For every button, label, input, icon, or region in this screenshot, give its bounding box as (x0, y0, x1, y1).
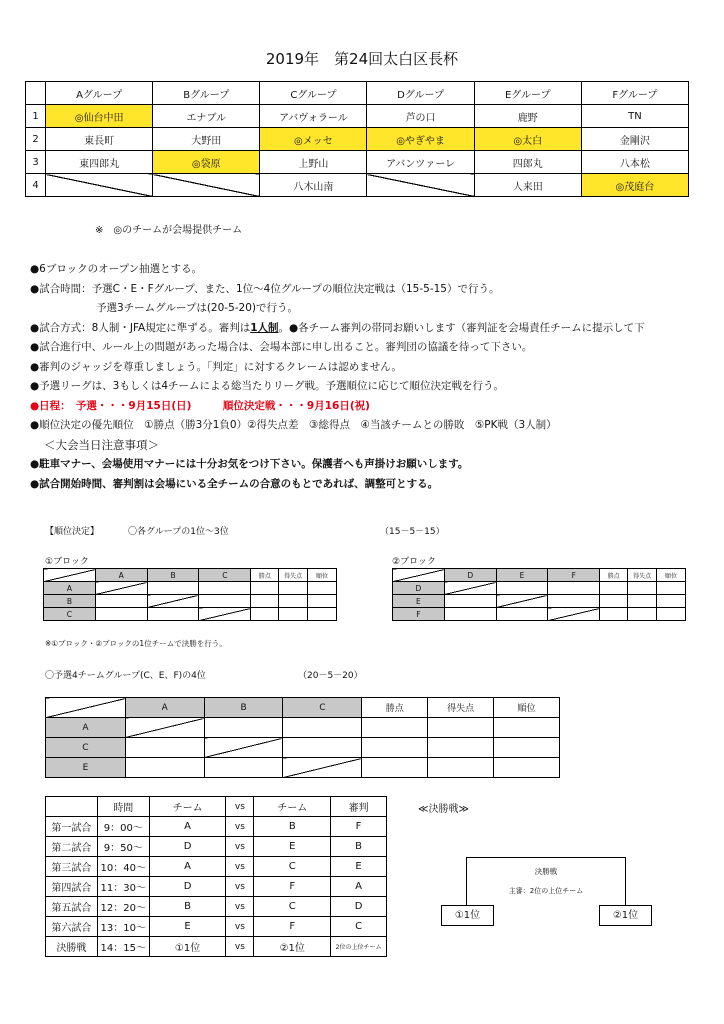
team-a: D (149, 877, 226, 897)
team-b: F (254, 917, 331, 937)
team-cell: 四郎丸 (474, 151, 581, 174)
team-cell: ◎袋原 (153, 151, 260, 174)
schedule-header: 時間 (97, 797, 149, 817)
referee: B (331, 837, 387, 857)
stat-cell (657, 595, 686, 608)
bracket-top-line (466, 857, 626, 858)
referee: C (331, 917, 387, 937)
bracket-right-line (625, 857, 626, 905)
stat-cell (362, 738, 428, 758)
group-header-cell: Eグループ (474, 82, 581, 105)
vs-label: vs (226, 837, 254, 857)
col-header: F (548, 569, 600, 582)
stat-cell (362, 758, 428, 778)
team-a: E (149, 917, 226, 937)
stat-cell (279, 595, 308, 608)
stat-cell (600, 582, 628, 595)
stat-cell (308, 608, 337, 621)
match-label: 決勝戦 (46, 937, 98, 957)
stat-cell (494, 738, 560, 758)
stat-cell (308, 582, 337, 595)
block2-table (392, 568, 686, 621)
result-cell (199, 582, 251, 595)
schedule-row (46, 837, 387, 857)
rule-line: ●予選リーグは、3もしくは4チームによる総当たりリーグ戦。予選順位に応じて順位決定戦を行う。 (30, 380, 505, 392)
match-time: 14：15～ (97, 937, 149, 957)
team-b: F (254, 877, 331, 897)
result-cell (125, 738, 204, 758)
ranking-desc: 〇各グループの1位～3位 (128, 527, 229, 537)
team-cell: 八本松 (581, 151, 688, 174)
stat-header: 順位 (308, 569, 337, 582)
row-header: A (44, 582, 96, 595)
result-cell (147, 608, 199, 621)
col-header: C (283, 698, 362, 718)
rules-list (30, 260, 720, 494)
group4-format: （20－5－20） (298, 671, 363, 681)
row-header: F (393, 608, 445, 621)
col-header: A (95, 569, 147, 582)
schedule-body (46, 817, 387, 957)
stat-cell (279, 608, 308, 621)
match-label: 第六試合 (46, 917, 98, 937)
self-cell (283, 758, 362, 778)
schedule-row (46, 817, 387, 837)
result-cell (125, 758, 204, 778)
team-b: C (254, 857, 331, 877)
col-header: A (125, 698, 204, 718)
final-heading: ≪決勝戦≫ (418, 804, 469, 815)
vs-label: vs (226, 877, 254, 897)
stat-cell (628, 595, 657, 608)
row-number: 3 (26, 151, 46, 174)
vs-label: vs (226, 917, 254, 937)
referee: F (331, 817, 387, 837)
row-header: E (46, 758, 126, 778)
referee: D (331, 897, 387, 917)
self-cell (147, 595, 199, 608)
final-referee: 主審：2位の上位チーム (508, 887, 584, 895)
col-header: E (496, 569, 548, 582)
team-a: A (149, 817, 226, 837)
stat-header: 勝点 (362, 698, 428, 718)
row-header: C (46, 738, 126, 758)
row-header: E (393, 595, 445, 608)
schedule-header: チーム (149, 797, 226, 817)
group-row (26, 128, 689, 151)
block-note: ※①ブロック・②ブロックの1位チームで決勝を行う。 (45, 639, 227, 648)
corner-cell (44, 569, 96, 582)
team-cell: 人来田 (474, 174, 581, 197)
final-title: 決勝戦 (534, 867, 558, 876)
empty-slot (367, 174, 474, 197)
schedule-dates: ●日程： 予選・・・9月15日(日) 順位決定戦・・・9月16日(祝) (30, 399, 370, 412)
rule-line: ●試合開始時間、審判割は会場にいる全チームの合意のもとであれば、調整可とする。 (30, 477, 439, 490)
rule-line: ●順位決定の優先順位 ①勝点（勝3分1負0）②得失点差 ③総得点 ④当該チームとの勝敗 ⑤PK戦（3人制） (30, 419, 557, 431)
stat-cell (428, 758, 494, 778)
team-a: B (149, 897, 226, 917)
rule-line: ●試合進行中、ルール上の問題があった場合は、会場本部に申し出ること。審判団の協議を待って下さい。 (30, 341, 533, 353)
final-right-team: ②1位 (599, 905, 652, 926)
rule-line: ●駐車マナー、会場使用マナーには十分お気をつけ下さい。保護者へも声掛けお願いします。 (30, 458, 469, 470)
schedule-header: vs (226, 797, 254, 817)
schedule-row (46, 917, 387, 937)
team-b: C (254, 897, 331, 917)
schedule-header (46, 797, 98, 817)
rule-line: ●試合時間：予選C・E・Fグループ、また、1位～4位グループの順位決定戦は（15-5-15）で行う。 (30, 282, 500, 295)
group-header-row (26, 82, 689, 105)
stat-cell (494, 718, 560, 738)
vs-label: vs (226, 937, 254, 957)
row-number: 2 (26, 128, 46, 151)
ranking-heading: 【順位決定】 (45, 527, 100, 537)
empty-slot (46, 174, 153, 197)
schedule-row (46, 937, 387, 957)
rule-line: 予選3チームグループは(20-5-20)で行う。 (96, 302, 299, 314)
schedule-header: 審判 (331, 797, 387, 817)
row-header: B (44, 595, 96, 608)
match-time: 10：40～ (97, 857, 149, 877)
group-row (26, 105, 689, 128)
self-cell (548, 608, 600, 621)
corner-cell (393, 569, 445, 582)
result-cell (496, 608, 548, 621)
self-cell (496, 595, 548, 608)
self-cell (444, 582, 496, 595)
stat-cell (428, 718, 494, 738)
referee: 2位の上位チーム (331, 937, 387, 957)
team-cell: 上野山 (260, 151, 367, 174)
team-cell: 東四郎丸 (46, 151, 153, 174)
result-cell (444, 595, 496, 608)
row-number: 1 (26, 105, 46, 128)
team-cell: 大野田 (153, 128, 260, 151)
team-cell: ◎茂庭台 (581, 174, 688, 197)
team-a: D (149, 837, 226, 857)
self-cell (199, 608, 251, 621)
team-cell: 芦の口 (367, 105, 474, 128)
referee: A (331, 877, 387, 897)
match-label: 第一試合 (46, 817, 98, 837)
result-cell (204, 758, 283, 778)
group4-desc: 〇予選4チームグループ(C、E、F)の4位 (45, 671, 206, 681)
team-cell: 八木山南 (260, 174, 367, 197)
rule-text: ●試合方式：8人制・JFA規定に準ずる。審判は (30, 321, 251, 334)
group-row (26, 151, 689, 174)
team-cell: エナブル (153, 105, 260, 128)
result-cell (199, 595, 251, 608)
stat-cell (600, 595, 628, 608)
match-label: 第四試合 (46, 877, 98, 897)
result-cell (444, 608, 496, 621)
stat-cell (494, 758, 560, 778)
team-cell: ◎メッセ (260, 128, 367, 151)
schedule-row (46, 877, 387, 897)
team-cell: アバンツァーレ (367, 151, 474, 174)
result-cell (548, 595, 600, 608)
team-cell: ◎仙台中田 (46, 105, 153, 128)
col-header: B (204, 698, 283, 718)
rule-line (30, 319, 720, 339)
stat-cell (251, 582, 279, 595)
block2-label: ②ブロック (392, 557, 436, 567)
result-cell (95, 595, 147, 608)
stat-cell (628, 608, 657, 621)
self-cell (95, 582, 147, 595)
team-b: B (254, 817, 331, 837)
match-label: 第二試合 (46, 837, 98, 857)
self-cell (125, 718, 204, 738)
referee: E (331, 857, 387, 877)
row-header: D (393, 582, 445, 595)
team-a: A (149, 857, 226, 877)
self-cell (204, 738, 283, 758)
stat-cell (308, 595, 337, 608)
stat-cell (251, 595, 279, 608)
schedule-row (46, 897, 387, 917)
vs-label: vs (226, 817, 254, 837)
team-cell: 鹿野 (474, 105, 581, 128)
group-header-cell: Bグループ (153, 82, 260, 105)
stat-cell (251, 608, 279, 621)
page-title: 2019年 第24回太白区長杯 (265, 50, 459, 68)
empty-slot (153, 174, 260, 197)
ranking-format: （15－5－15） (380, 527, 445, 537)
stat-cell (628, 582, 657, 595)
stat-cell (279, 582, 308, 595)
match-label: 第五試合 (46, 897, 98, 917)
stat-cell (657, 608, 686, 621)
match-time: 9：00～ (97, 817, 149, 837)
stat-header: 得失点 (428, 698, 494, 718)
stat-header: 得失点 (279, 569, 308, 582)
rule-text: 。●各チーム審判の帯同お願いします（審判証を会場責任チームに提示して下 (278, 321, 645, 334)
match-time: 11：30～ (97, 877, 149, 897)
group-header-cell: Dグループ (367, 82, 474, 105)
team-cell: 東長町 (46, 128, 153, 151)
stat-header: 勝点 (600, 569, 628, 582)
rule-line: ●審判のジャッジを尊重しましょう。「判定」に対するクレームは認めません。 (30, 360, 402, 373)
host-note: ※ ◎のチームが会場提供チーム (95, 225, 243, 236)
vs-label: vs (226, 857, 254, 877)
schedule-row (46, 857, 387, 877)
notice-heading: ＜大会当日注意事項＞ (44, 437, 159, 452)
team-cell: TN (581, 105, 688, 128)
result-cell (496, 582, 548, 595)
vs-label: vs (226, 897, 254, 917)
stat-cell (362, 718, 428, 738)
stat-header: 得失点 (628, 569, 657, 582)
group-header-cell: Aグループ (46, 82, 153, 105)
match-time: 9：50～ (97, 837, 149, 857)
row-number: 4 (26, 174, 46, 197)
result-cell (204, 718, 283, 738)
group-header-cell (26, 82, 46, 105)
col-header: D (444, 569, 496, 582)
corner-cell (46, 698, 126, 718)
referee-emphasis: 1人制 (250, 321, 279, 334)
group-table (25, 81, 689, 197)
team-a: ①1位 (149, 937, 226, 957)
group4-table (45, 697, 560, 778)
group-header-cell: Fグループ (581, 82, 688, 105)
match-time: 13：10～ (97, 917, 149, 937)
result-cell (548, 582, 600, 595)
stat-header: 順位 (494, 698, 560, 718)
bracket-left-line (466, 857, 467, 905)
team-cell: ◎太白 (474, 128, 581, 151)
stat-cell (428, 738, 494, 758)
stat-cell (657, 582, 686, 595)
match-label: 第三試合 (46, 857, 98, 877)
group-row (26, 174, 689, 197)
result-cell (283, 738, 362, 758)
team-b: ②1位 (254, 937, 331, 957)
stat-header: 勝点 (251, 569, 279, 582)
team-cell: 金剛沢 (581, 128, 688, 151)
row-header: C (44, 608, 96, 621)
col-header: B (147, 569, 199, 582)
result-cell (95, 608, 147, 621)
match-time: 12：20～ (97, 897, 149, 917)
team-cell: アバヴォラール (260, 105, 367, 128)
team-cell: ◎やぎやま (367, 128, 474, 151)
group-header-cell: Cグループ (260, 82, 367, 105)
col-header: C (199, 569, 251, 582)
team-b: E (254, 837, 331, 857)
result-cell (283, 718, 362, 738)
final-left-team: ①1位 (441, 905, 494, 926)
schedule-header: チーム (254, 797, 331, 817)
result-cell (147, 582, 199, 595)
row-header: A (46, 718, 126, 738)
block1-table (43, 568, 337, 621)
stat-header: 順位 (657, 569, 686, 582)
schedule-table (45, 796, 387, 957)
stat-cell (600, 608, 628, 621)
block1-label: ①ブロック (45, 557, 89, 567)
rule-line: ●6ブロックのオープン抽選とする。 (30, 263, 203, 275)
